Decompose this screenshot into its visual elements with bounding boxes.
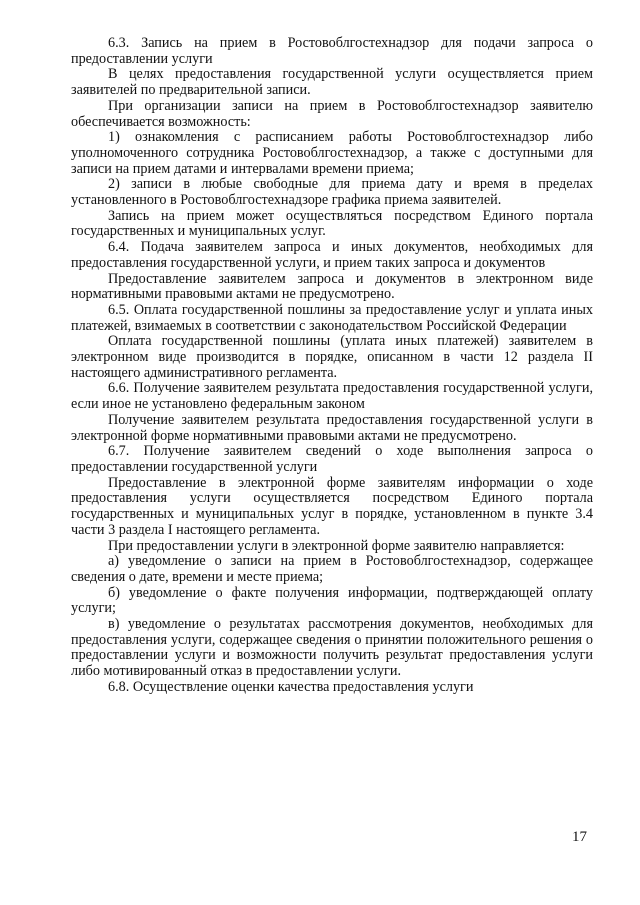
list-item: а) уведомление о записи на прием в Ростовоблгостехнадзор, содержащее сведения о дате, времени и месте приема; [71,553,593,585]
paragraph: Запись на прием может осуществляться посредством Единого портала государственных и муниципальных услуг. [71,207,593,240]
section-heading-6-4: 6.4. Подача заявителем запроса и иных документов, необходимых для предоставления государственной услуги, и прием таких запроса и документов [71,239,593,271]
list-item: б) уведомление о факте получения информации, подтверждающей оплату услуги; [71,584,593,617]
paragraph: При организации записи на прием в Ростовоблгостехнадзор заявителю обеспечивается возможность: [71,97,593,130]
section-heading-6-6: 6.6. Получение заявителем результата предоставления государственной услуги, если иное не установлено федеральным законом [71,380,593,413]
paragraph: Предоставление заявителем запроса и документов в электронном виде нормативными правовыми актами не предусмотрено. [71,270,593,303]
paragraph: Предоставление в электронной форме заявителям информации о ходе предоставления услуги осуществляется посредством Единого портала государственных и муниципальных услуг в порядке, установленном в пункте 3.4 части 3 раздела I настоящего регламента. [71,474,593,538]
paragraph: Оплата государственной пошлины (уплата иных платежей) заявителем в электронном виде производится в порядке, описанном в части 12 раздела II настоящего административного регламента. [71,333,593,381]
paragraph: В целях предоставления государственной услуги осуществляется прием заявителей по предварительной записи. [71,66,593,99]
document-page [71,36,593,696]
section-heading-6-3: 6.3. Запись на прием в Ростовоблгостехнадзор для подачи запроса о предоставлении услуги [71,35,593,67]
section-heading-6-5: 6.5. Оплата государственной пошлины за предоставление услуг и уплата иных платежей, взимаемых в соответствии с законодательством Российской Федерации [71,301,593,334]
paragraph: При предоставлении услуги в электронной форме заявителю направляется: [108,537,565,554]
paragraph: Получение заявителем результата предоставления государственной услуги в электронной форме нормативными правовыми актами не предусмотрено. [71,411,593,444]
section-heading-6-7: 6.7. Получение заявителем сведений о ходе выполнения запроса о предоставлении государственной услуги [71,443,593,475]
section-heading-6-8: 6.8. Осуществление оценки качества предоставления услуги [108,678,474,695]
list-item: в) уведомление о результатах рассмотрения документов, необходимых для предоставления услуги, содержащее сведения о принятии положительного решения о предоставлении услуги и возможности получить результат предоставления услуги либо мотивированный отказ в предоставлении услуги. [71,616,593,680]
page-number: 17 [572,829,587,845]
list-item: 2) записи в любые свободные для приема дату и время в пределах установленного в Ростовоблгостехнадзоре графика приема заявителей. [71,176,593,209]
list-item: 1) ознакомления с расписанием работы Ростовоблгостехнадзор либо уполномоченного сотрудника Ростовоблгостехнадзор, а также с доступными для записи на прием датами и интервалами времени приема; [71,129,593,177]
